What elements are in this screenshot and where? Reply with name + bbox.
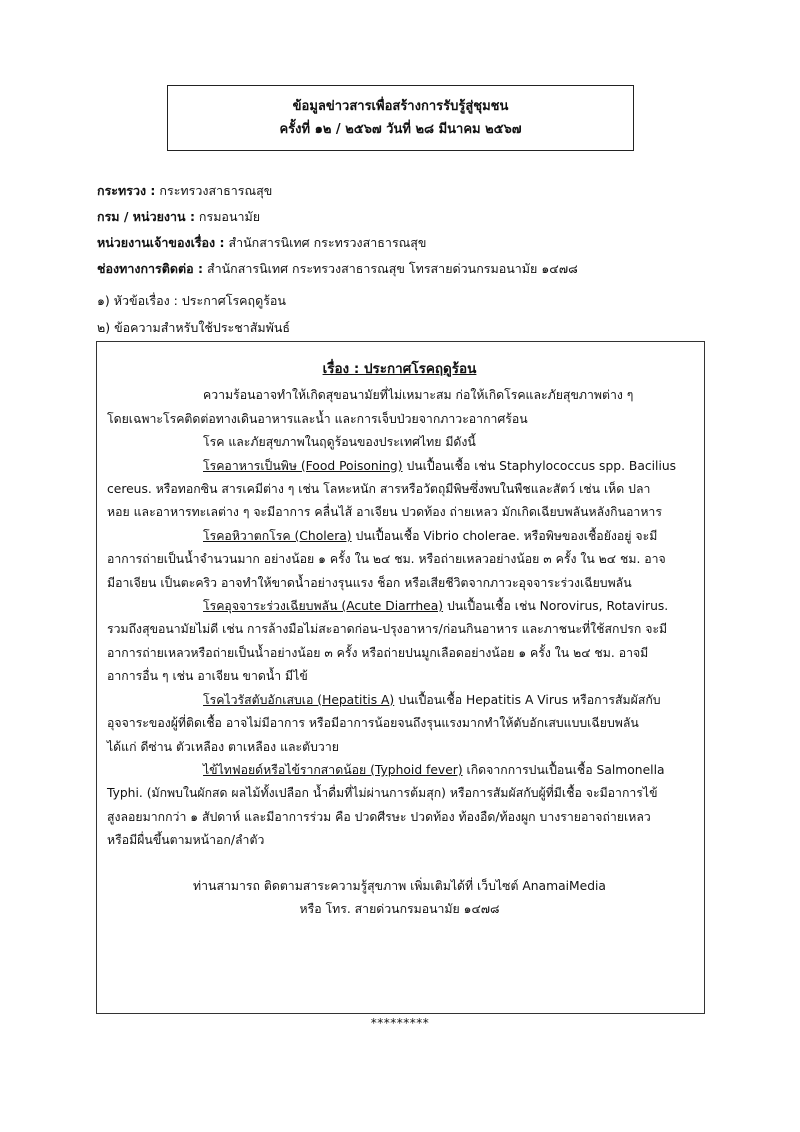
intro-line: โดยเฉพาะโรคติดต่อทางเดินอาหารและน้ำ และการเจ็บป่วยจากภาวะอากาศร้อน bbox=[107, 411, 528, 426]
hepatitis-text: ปนเปื้อนเชื้อ Hepatitis A Virus หรือการสัมผัสกับ bbox=[394, 692, 661, 707]
topics-list bbox=[97, 287, 290, 341]
food-poisoning-heading: โรคอาหารเป็นพิษ (Food Poisoning) bbox=[203, 458, 403, 473]
hepatitis-heading: โรคไวรัสตับอักเสบเอ (Hepatitis A) bbox=[203, 692, 395, 707]
food-poisoning-line bbox=[107, 455, 692, 478]
closing-line: หรือ โทร. สายด่วนกรมอนามัย ๑๔๗๘ bbox=[299, 901, 500, 916]
closing-section bbox=[107, 875, 692, 922]
cholera-line: อาการถ่ายเป็นน้ำจำนวนมาก อย่างน้อย ๑ ครั้ง ใน ๒๔ ชม. หรือถ่ายเหลวอย่างน้อย ๓ ครั้ง ใน ๒๔ ชม. อาจ bbox=[107, 552, 666, 567]
topic-item: ๒) ข้อความสำหรับใช้ประชาสัมพันธ์ bbox=[97, 320, 291, 335]
owner-row bbox=[97, 230, 578, 256]
hepatitis-line: อุจจาระของผู้ที่ติดเชื้อ อาจไม่มีอาการ หรือมีอาการน้อยจนถึงรุนแรงมากทำให้ตับอักเสบแบบเฉียบพลัน bbox=[107, 716, 639, 731]
ministry-value: กระทรวงสาธารณสุข bbox=[155, 183, 273, 198]
intro-line: โรค และภัยสุขภาพในฤดูร้อนของประเทศไทย มีดังนี้ bbox=[203, 435, 476, 450]
ministry-row bbox=[97, 178, 578, 204]
typhoid-line: Typhi. (มักพบในผักสด ผลไม้ทั้งเปลือก น้ำดื่มที่ไม่ผ่านการต้มสุก) หรือการสัมผัสกับผู้ที่มีเชื้อ จะมีอาการไข้ bbox=[107, 786, 658, 801]
typhoid-heading: ไข้ไทฟอยด์หรือไข้รากสาดน้อย (Typhoid fever) bbox=[203, 762, 463, 777]
meta-section bbox=[97, 178, 578, 282]
diarrhea-line: อาการอื่น ๆ เช่น อาเจียน ขาดน้ำ มีไข้ bbox=[107, 669, 308, 684]
header-box bbox=[167, 85, 634, 151]
contact-row bbox=[97, 256, 578, 282]
cholera-line: มีอาเจียน เป็นตะคริว อาจทำให้ขาดน้ำอย่างรุนแรง ช็อก หรือเสียชีวิตจากภาวะอุจจาระร่วงเฉียบพลัน bbox=[107, 575, 632, 590]
hepatitis-line: ได้แก่ ดีซ่าน ตัวเหลือง ตาเหลือง และตับวาย bbox=[107, 739, 339, 754]
department-row bbox=[97, 204, 578, 230]
owner-value: สำนักสารนิเทศ กระทรวงสาธารณสุข bbox=[224, 235, 427, 250]
header-title: ข้อมูลข่าวสารเพื่อสร้างการรับรู้สู่ชุมชน bbox=[292, 99, 509, 114]
hepatitis-line bbox=[107, 689, 692, 712]
typhoid-line: สูงลอยมากกว่า ๑ สัปดาห์ และมีอาการร่วม คือ ปวดศีรษะ ปวดท้อง ท้องอืด/ท้องผูก บางรายอาจถ่ายเหลว bbox=[107, 809, 651, 824]
end-marker: ********* bbox=[370, 1016, 430, 1030]
content-box bbox=[96, 341, 705, 1014]
department-label: กรม / หน่วยงาน : bbox=[97, 209, 195, 224]
ministry-label: กระทรวง : bbox=[97, 183, 156, 198]
diarrhea-line: รวมถึงสุขอนามัยไม่ดี เช่น การล้างมือไม่สะอาดก่อน-ปรุงอาหาร/ก่อนกินอาหาร และภาชนะที่ใช้สกปรก จะมี bbox=[107, 622, 668, 637]
intro-line: ความร้อนอาจทำให้เกิดสุขอนามัยที่ไม่เหมาะสม ก่อให้เกิดโรคและภัยสุขภาพต่าง ๆ bbox=[203, 388, 634, 403]
food-poisoning-line: cereus. หรือทอกซิน สารเคมีต่าง ๆ เช่น โลหะหนัก สารหรือวัตถุมีพิษซึ่งพบในพืชและสัตว์ เช่น เห็ด ปลา bbox=[107, 482, 651, 497]
cholera-text: ปนเปื้อนเชื้อ Vibrio cholerae. หรือพิษของเชื้อยังอยู่ จะมี bbox=[351, 528, 658, 543]
owner-label: หน่วยงานเจ้าของเรื่อง : bbox=[97, 235, 225, 250]
topic-item: ๑) หัวข้อเรื่อง : ประกาศโรคฤดูร้อน bbox=[97, 293, 286, 308]
diarrhea-line bbox=[107, 595, 692, 618]
food-poisoning-text: ปนเปื้อนเชื้อ เช่น Staphylococcus spp. Bacilius bbox=[402, 458, 677, 473]
contact-value: สำนักสารนิเทศ กระทรวงสาธารณสุข โทรสายด่วนกรมอนามัย ๑๔๗๘ bbox=[202, 261, 578, 276]
closing-line: ท่านสามารถ ติดตามสาระความรู้สุขภาพ เพิ่มเติมได้ที่ เว็บไซต์ AnamaiMedia bbox=[193, 878, 606, 893]
contact-label: ช่องทางการติดต่อ : bbox=[97, 261, 203, 276]
diarrhea-line: อาการถ่ายเหลวหรือถ่ายเป็นน้ำอย่างน้อย ๓ ครั้ง หรือถ่ายปนมูกเลือดอย่างน้อย ๑ ครั้ง ใน ๒๔ ชม. อาจมี bbox=[107, 645, 649, 660]
issue-line: ครั้งที่ ๑๒ / ๒๕๖๗ วันที่ ๒๘ มีนาคม ๒๕๖๗ bbox=[279, 122, 522, 137]
typhoid-line: หรือมีผื่นขึ้นตามหน้าอก/ลำตัว bbox=[107, 833, 265, 848]
typhoid-text: เกิดจากการปนเปื้อนเชื้อ Salmonella bbox=[462, 762, 665, 777]
typhoid-line bbox=[107, 759, 692, 782]
diarrhea-text: ปนเปื้อนเชื้อ เช่น Norovirus, Rotavirus. bbox=[443, 599, 669, 614]
content-title: เรื่อง : ประกาศโรคฤดูร้อน bbox=[322, 361, 477, 377]
cholera-line bbox=[107, 525, 692, 548]
food-poisoning-line: หอย และอาหารทะเลต่าง ๆ จะมีอาการ คลื่นไส้ อาเจียน ปวดท้อง ถ่ายเหลว มักเกิดเฉียบพลันหลังกินอาหาร bbox=[107, 505, 662, 520]
diarrhea-heading: โรคอุจจาระร่วงเฉียบพลัน (Acute Diarrhea) bbox=[203, 599, 444, 614]
department-value: กรมอนามัย bbox=[194, 209, 261, 224]
cholera-heading: โรคอหิวาตกโรค (Cholera) bbox=[203, 528, 352, 543]
